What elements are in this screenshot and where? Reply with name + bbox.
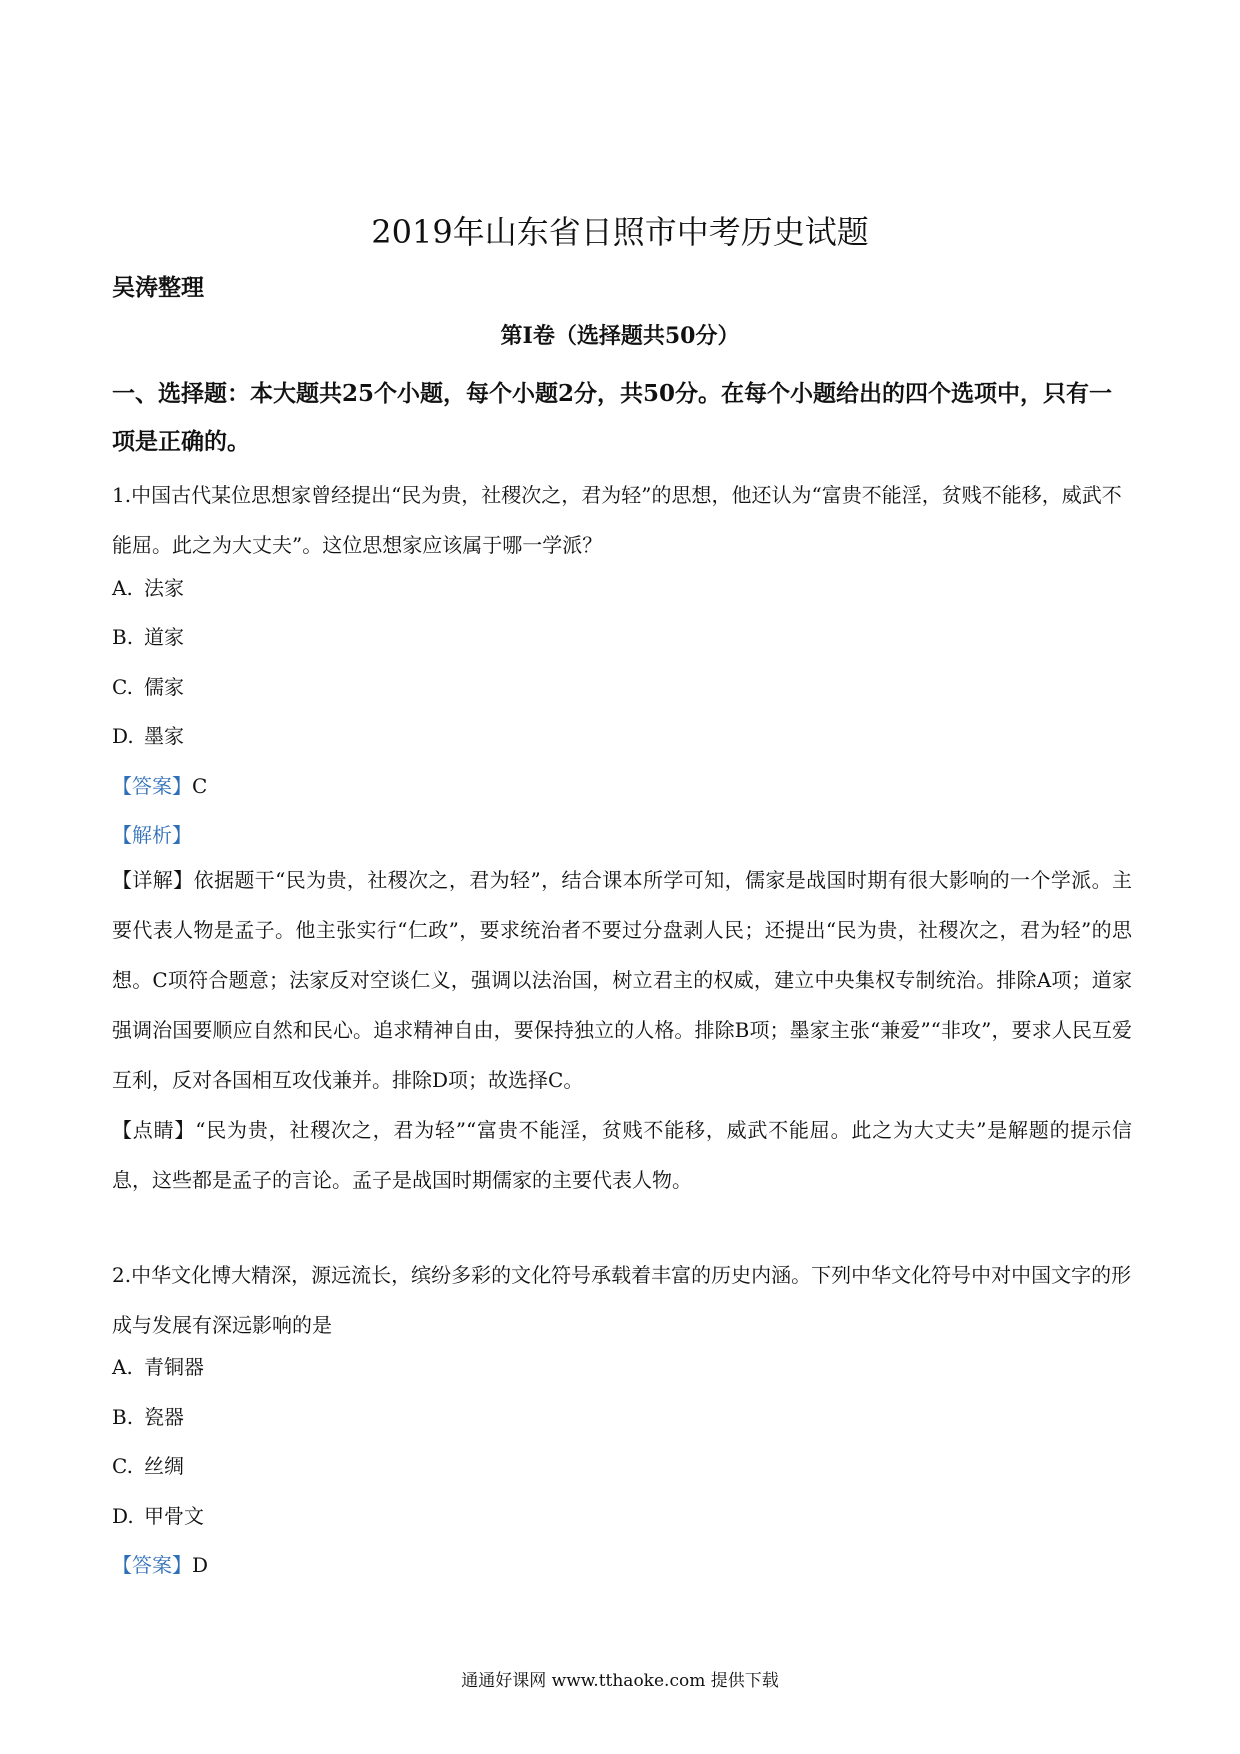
option-letter: B.: [112, 1405, 134, 1429]
document-title: 2019年山东省日照市中考历史试题: [371, 213, 869, 251]
point-text: “民为贵，社稷次之，君为轻”“富贵不能淫，贫贱不能移，威武不能屈。此之为大丈夫”是解题的提示信息，这些都是孟子的言论。孟子是战国时期儒家的主要代表人物。: [112, 1118, 1133, 1192]
option-text: 丝绸: [144, 1454, 184, 1478]
option-letter: C.: [112, 675, 133, 699]
analysis-tag: 【解析】: [112, 823, 192, 847]
question-1-stem: 1.中国古代某位思想家曾经提出“民为贵，社稷次之，君为轻”的思想，他还认为“富贵不能淫，贫贱不能移，威武不能屈。此之为大丈夫”。这位思想家应该属于哪一学派？: [112, 483, 1122, 557]
detail-tag: 【详解】: [112, 868, 194, 892]
editor-credit: 吴涛整理: [112, 274, 204, 301]
option-letter: A.: [112, 576, 133, 600]
page-footer: 通通好课网 www.tthaoke.com 提供下载: [461, 1671, 779, 1691]
detail-text: 依据题干“民为贵，社稷次之，君为轻”，结合课本所学可知，儒家是战国时期有很大影响的一个学派。主要代表人物是孟子。他主张实行“仁政”，要求统治者不要过分盘剥人民；还提出“民为贵，社稷次之，君为轻”的思想。C项符合题意；法家反对空谈仁义，强调以法治国，树立君主的权威，建立中央集权专制统治。排除A项；道家强调治国要顺应自然和民心。追求精神自由，要保持独立的人格。排除B项；墨家主张“兼爱”“非攻”，要求人民互爱互利，反对各国相互攻伐兼并。排除D项；故选择C。: [112, 868, 1133, 1092]
question-2-option-d: [112, 1501, 204, 1531]
question-1-analysis-label: [112, 820, 192, 850]
question-1-option-c: [112, 672, 184, 702]
question-1-option-d: [112, 721, 184, 751]
option-letter: A.: [112, 1355, 133, 1379]
question-1-option-a: [112, 573, 184, 603]
option-letter: D.: [112, 724, 134, 748]
option-letter: D.: [112, 1504, 134, 1528]
answer-value: C: [192, 774, 208, 798]
question-1-answer: [112, 771, 207, 801]
option-text: 青铜器: [144, 1355, 204, 1379]
point-tag: 【点睛】: [112, 1118, 196, 1142]
instruction-text: 一、选择题：本大题共25个小题，每个小题2分，共50分。在每个小题给出的四个选项中，只有一项是正确的。: [112, 380, 1113, 455]
question-2-option-c: [112, 1451, 184, 1481]
option-text: 法家: [144, 576, 184, 600]
answer-tag: 【答案】: [112, 1553, 192, 1577]
option-letter: C.: [112, 1454, 133, 1478]
answer-tag: 【答案】: [112, 774, 192, 798]
question-2-option-a: [112, 1352, 204, 1382]
option-text: 瓷器: [144, 1405, 184, 1429]
question-2-option-b: [112, 1402, 184, 1432]
question-2-answer: [112, 1550, 208, 1580]
section-title: 第Ⅰ卷（选择题共50分）: [500, 323, 740, 349]
question-2-stem: 2.中华文化博大精深，源远流长，缤纷多彩的文化符号承载着丰富的历史内涵。下列中华文化符号中对中国文字的形成与发展有深远影响的是: [112, 1263, 1132, 1337]
option-letter: B.: [112, 625, 134, 649]
answer-value: D: [192, 1553, 209, 1577]
option-text: 墨家: [144, 724, 184, 748]
option-text: 道家: [144, 625, 184, 649]
option-text: 儒家: [144, 675, 184, 699]
option-text: 甲骨文: [144, 1504, 204, 1528]
question-1-detail: [112, 855, 1132, 1105]
question-1-option-b: [112, 622, 184, 652]
question-1-point: [112, 1105, 1132, 1205]
